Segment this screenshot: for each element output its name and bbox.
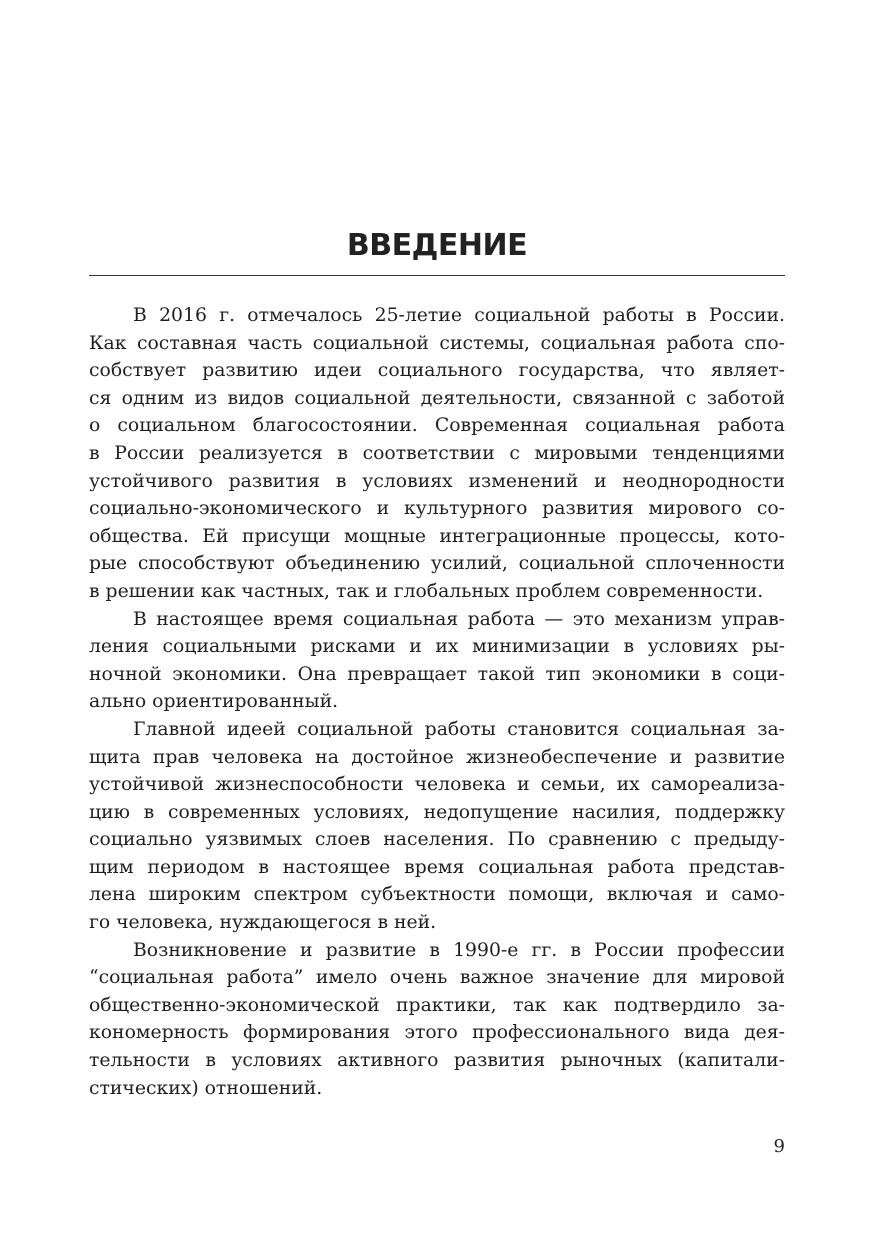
text-line: го человека, нуждающегося в ней. bbox=[89, 912, 437, 934]
text-line: щита прав человека на достойное жизнеобеспечение и развитие bbox=[89, 746, 785, 768]
text-line: стических) отношений. bbox=[89, 1077, 323, 1099]
text-line: цию в современных условиях, недопущение насилия, поддержку bbox=[89, 801, 785, 823]
paragraph-4 bbox=[89, 937, 785, 1103]
paragraph-1 bbox=[89, 302, 785, 606]
text-line: устойчивой жизнеспособности человека и семьи, их самореализа- bbox=[89, 774, 785, 796]
text-line: собствует развитию идеи социального государства, что являет- bbox=[89, 360, 785, 382]
text-line: в решении как частных, так и глобальных проблем современности. bbox=[89, 580, 764, 602]
text-line: лена широким спектром субъектности помощи, включая и само- bbox=[89, 884, 785, 906]
text-line: ночной экономики. Она превращает такой тип экономики в соци- bbox=[89, 663, 785, 685]
text-line: ся одним из видов социальной деятельности, связанной с заботой bbox=[89, 387, 785, 409]
text-line: устойчивого развития в условиях изменений и неоднородности bbox=[89, 470, 785, 492]
text-line: ления социальными рисками и их минимизации в условиях ры- bbox=[89, 636, 785, 658]
text-line: общественно-экономической практики, так как подтвердило за- bbox=[89, 994, 785, 1016]
text-line: о социальном благосостоянии. Современная социальная работа bbox=[89, 415, 785, 437]
text-line: общества. Ей присущи мощные интеграционные процессы, кото- bbox=[89, 525, 785, 547]
text-line: щим периодом в настоящее время социальная работа представ- bbox=[89, 856, 785, 878]
page-number: 9 bbox=[773, 1136, 785, 1157]
text-line: кономерность формирования этого профессионального вида дея- bbox=[89, 1022, 785, 1044]
heading-rule bbox=[89, 275, 785, 276]
paragraph-3 bbox=[89, 716, 785, 937]
text-line: В настоящее время социальная работа — это механизм управ- bbox=[133, 608, 785, 630]
text-line: ально ориентированный. bbox=[89, 691, 339, 713]
text-line: тельности в условиях активного развития рыночных (капитали- bbox=[89, 1050, 785, 1072]
chapter-heading: ВВЕДЕНИЕ bbox=[346, 228, 528, 263]
paragraph-2 bbox=[89, 606, 785, 716]
text-line: в России реализуется в соответствии с мировыми тенденциями bbox=[89, 442, 785, 464]
body-text bbox=[89, 302, 785, 1102]
text-line: Возникновение и развитие в 1990-е гг. в России профессии bbox=[133, 939, 785, 961]
text-line: Главной идеей социальной работы становится социальная за- bbox=[133, 718, 785, 740]
text-line: “социальная работа” имело очень важное значение для мировой bbox=[89, 967, 785, 989]
text-line: социально-экономического и культурного развития мирового со- bbox=[89, 498, 785, 520]
text-line: В 2016 г. отмечалось 25-летие социальной работы в России. bbox=[133, 305, 785, 326]
text-line: Как составная часть социальной системы, социальная работа спо- bbox=[89, 332, 785, 354]
text-line: рые способствуют объединению усилий, социальной сплоченности bbox=[89, 553, 785, 575]
text-line: социально уязвимых слоев населения. По сравнению с предыду- bbox=[89, 829, 785, 851]
